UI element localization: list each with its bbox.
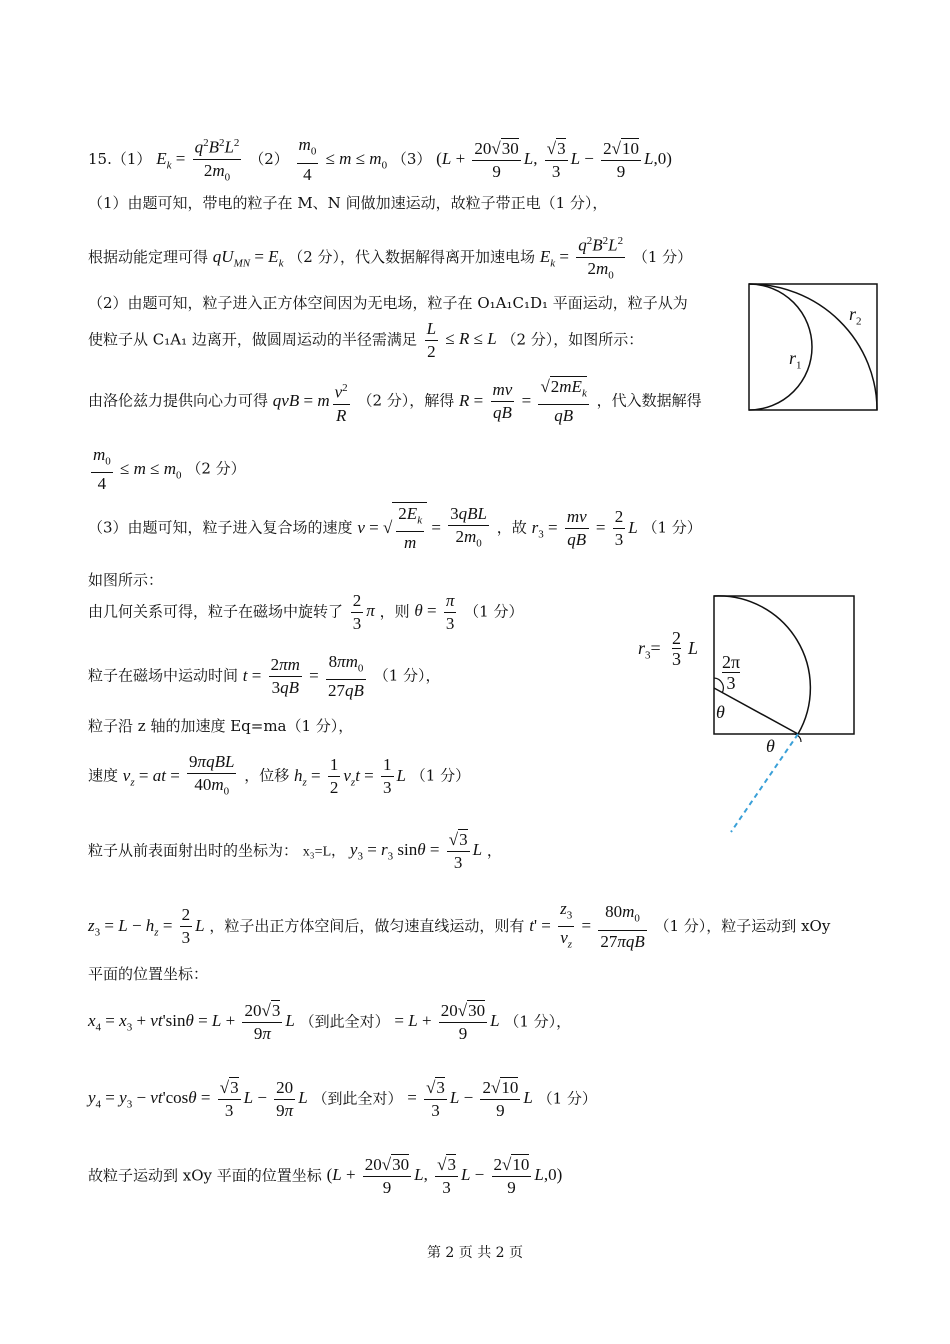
label-r3: $r_3=$ (638, 638, 661, 662)
para-16: $x_4 = x_3 + vt'\sin\theta = L$ + $\frac{20√3}{9\pi}$ L （到此全对） = L + $\frac{20√30}{9}$ L （1 分）， (88, 1001, 572, 1043)
label-two-thirds: 2 3 (672, 628, 681, 669)
para-5: 由洛伦兹力提供向心力可得 qvB = m $\frac{v^2}{R}$ （2 分），解得 R = $\frac{mv}{qB}$ = $\frac{√2mE_k}{qB}$ ，代入数据解得 (88, 377, 702, 426)
para-13: 粒子从前表面射出时的坐标为： x₃=L， $y_3 = r_3$ sinθ = $\frac{√3}{3}$ L ， (88, 830, 502, 872)
arc-r2 (749, 284, 877, 410)
para-11: 粒子沿 z 轴的加速度 Eq=ma（1 分）， (88, 717, 354, 735)
exit-dashed-line (731, 734, 798, 832)
figure-radii-svg (745, 282, 881, 412)
figure-trajectory-svg (636, 592, 866, 837)
answer-summary: 15.（1） $E_k$ = $\frac{q^2B^2L^2}{2m_0}$ （2） $\frac{m_0}{4}$ ≤ $m \le m_0$ （3） (L + $\frac{20√30}{9}$ L, $\frac{√3}{3}$ L − $\frac{2√10}{9}$ L,0) (88, 132, 672, 188)
para-14: $z_3 = L - h_z$ = $\frac{2}{3}$ L ，粒子出正方体空间后，做匀速直线运动，则有 t' = $\frac{z_3}{v_z}$ = $\frac{80m_0}{\text{27πqB}}$ （1 分），粒子运动到 xOy (88, 899, 831, 951)
para-1: （1）由题可知，带电的粒子在 M、N 间做加速运动，故粒子带正电（1 分）， (88, 194, 608, 212)
para-8: 如图所示： (88, 571, 164, 589)
figure-trajectory (636, 592, 866, 837)
question-number: 15.（1） (88, 149, 152, 168)
label-theta-exit: θ (766, 736, 775, 756)
para-17: $y_4 = y_3 - vt'\cos\theta$ = $\frac{√3}{3}$ L − $\frac{20}{9\pi}$ L （到此全对） = $\frac{√3}{3}$ L − $\frac{2√10}{9}$ L （1 分） (88, 1078, 597, 1120)
figure-radii (745, 282, 881, 412)
label-theta: θ (716, 702, 725, 722)
para-4: 使粒子从 C₁A₁ 边离开，做圆周运动的半径需满足 $\frac{L}{2}$ ≤ R ≤ L （2 分），如图所示： (88, 319, 644, 361)
label-L: L (688, 638, 699, 658)
para-18: 故粒子运动到 xOy 平面的位置坐标 (L + $\frac{20√30}{9}$ L, $\frac{√3}{3}$ L − $\frac{2√10}{9}$ L,0) (88, 1155, 563, 1197)
arc-r1 (749, 284, 812, 410)
para-12: 速度 $v_z$ = at = $\frac{\text{9πqBL}}{40m_0}$ ，位移 $h_z$ = $\frac{1}{2}$ $v_zt$ = $\frac{1}{3}$ L （1 分） (88, 752, 471, 798)
label-two-pi-thirds: 2π 3 (722, 652, 741, 693)
label-r1: $r_1$ (789, 348, 802, 372)
radius-line (714, 688, 798, 734)
label-r2: $r_2$ (849, 304, 862, 328)
para-7: （3）由题可知，粒子进入复合场的速度 v = √ $\frac{2E_k}{m}$ = $\frac{\text{3qBL}}{2m_0}$ ，故 $r_3$ = $\frac{mv}{qB}$ = $\frac{2}{3}$ L （1 分） (88, 504, 702, 553)
para-2: 根据动能定理可得 $qU_{MN} = E_k$ （2 分），代入数据解得离开加速电场 $E_k$ = $\frac{q^2B^2L^2}{2m_0}$ （1 分） (88, 230, 692, 286)
para-9: 由几何关系可得，粒子在磁场中旋转了 $\frac{2}{3}$ π ，则 θ = $\frac{\pi}{3}$ （1 分） (88, 591, 524, 633)
para-15: 平面的位置坐标： (88, 965, 209, 983)
square-boundary (749, 284, 877, 410)
page-footer: 第 2 页 共 2 页 (426, 1245, 524, 1261)
para-10: 粒子在磁场中运动时间 t = $\frac{2\pi m}{3qB}$ = $\frac{8\pi m_0}{27qB}$ （1 分）， (88, 652, 441, 701)
para-3: （2）由题可知，粒子进入正方体空间因为无电场，粒子在 O₁A₁C₁D₁ 平面运动，粒子从为 (88, 294, 688, 312)
para-6: $\frac{m_0}{4}$ ≤ $m \le m_0$ （2 分） (93, 445, 246, 494)
